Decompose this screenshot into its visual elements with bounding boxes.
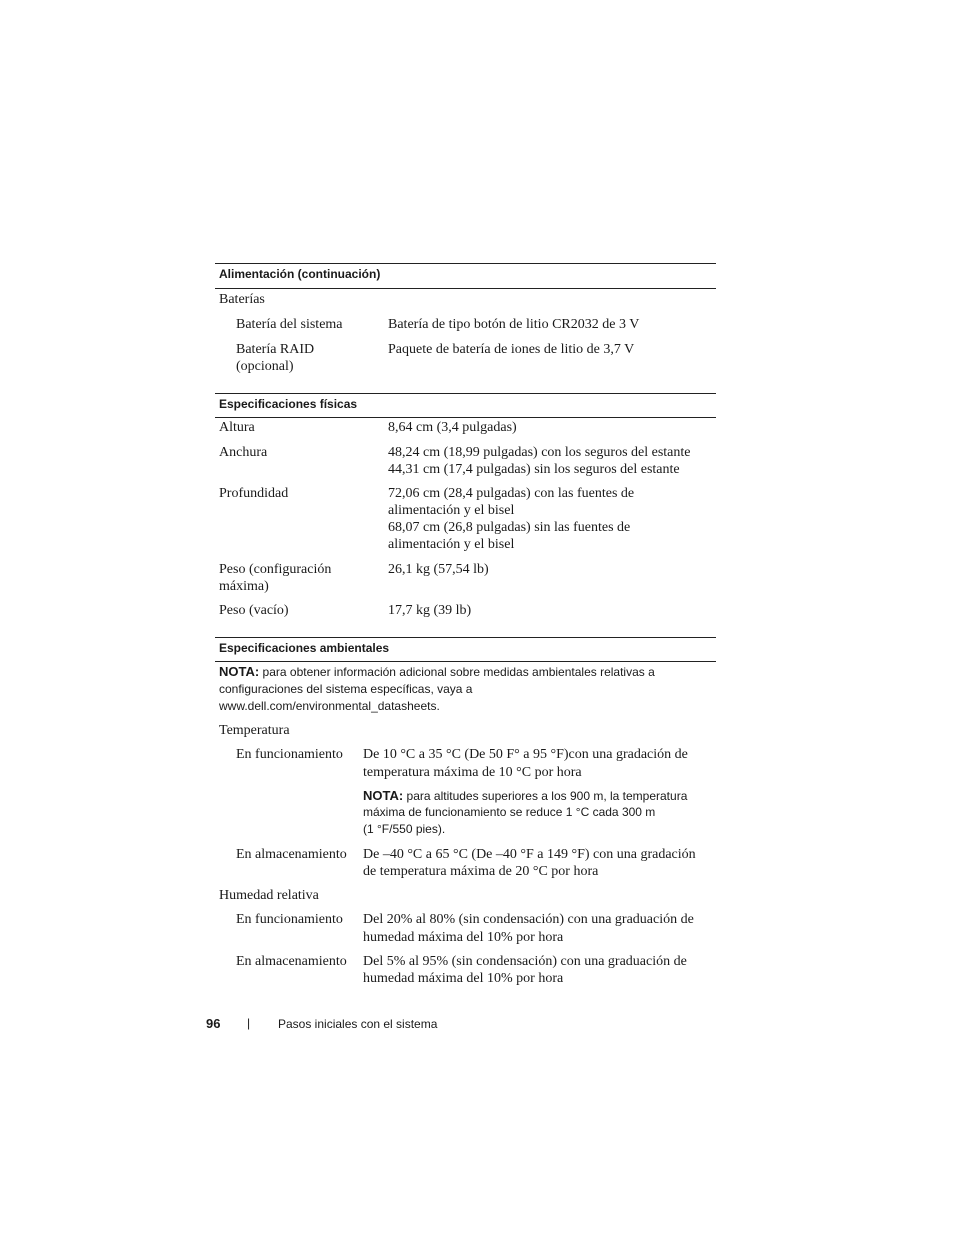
note-text-line2: configuraciones del sistema específicas, vaya a	[219, 682, 473, 696]
empty-weight-label: Peso (vacío)	[219, 603, 289, 618]
width-label: Anchura	[219, 445, 268, 460]
environmental-top-rule	[215, 637, 716, 638]
humidity-storage-value-line1: Del 5% al 95% (sin condensación) con una graduación de	[363, 954, 687, 969]
temp-storage-label: En almacenamiento	[236, 847, 347, 862]
humidity-label: Humedad relativa	[219, 888, 319, 903]
temp-operating-value-line2: temperatura máxima de 10 °C por hora	[363, 765, 582, 780]
environmental-heading-rule	[215, 661, 716, 662]
temperature-label: Temperatura	[219, 723, 290, 738]
temp-operating-label: En funcionamiento	[236, 747, 343, 762]
width-value-line2: 44,31 cm (17,4 pulgadas) sin los seguros del estante	[388, 462, 680, 477]
environmental-note-line3	[219, 698, 440, 715]
temp-note-line1	[363, 787, 687, 805]
system-battery-value: Batería de tipo botón de litio CR2032 de 3 V	[388, 317, 640, 332]
system-battery-label: Batería del sistema	[236, 317, 343, 332]
top-rule	[215, 263, 716, 264]
power-heading: Alimentación (continuación)	[219, 267, 381, 281]
depth-label: Profundidad	[219, 486, 289, 501]
note-text-line1: para obtener información adicional sobre medidas ambientales relativas a	[262, 665, 655, 679]
note-link[interactable]: www.dell.com/environmental_datasheets	[219, 699, 437, 713]
batteries-label: Baterías	[219, 292, 265, 307]
temp-storage-value-line1: De –40 °C a 65 °C (De –40 °F a 149 °F) con una gradación	[363, 847, 696, 862]
height-label: Altura	[219, 420, 255, 435]
physical-top-rule	[215, 393, 716, 394]
temp-note-text-line3: (1 °F/550 pies).	[363, 822, 446, 836]
empty-weight-value: 17,7 kg (39 lb)	[388, 603, 472, 618]
environmental-heading: Especificaciones ambientales	[219, 641, 390, 655]
max-weight-label-line1: Peso (configuración	[219, 562, 332, 577]
width-value-line1: 48,24 cm (18,99 pulgadas) con los seguros del estante	[388, 445, 691, 460]
raid-battery-value: Paquete de batería de iones de litio de 3,7 V	[388, 342, 635, 357]
depth-value-line2: alimentación y el bisel	[388, 503, 515, 518]
temp-operating-value-line1: De 10 °C a 35 °C (De 50 F° a 95 °F)con una gradación de	[363, 747, 688, 762]
temp-note-text-line2: máxima de funcionamiento se reduce 1 °C cada 300 m	[363, 805, 656, 819]
footer-separator: |	[247, 1016, 251, 1030]
footer-title: Pasos iniciales con el sistema	[278, 1017, 438, 1031]
humidity-storage-label: En almacenamiento	[236, 954, 347, 969]
physical-heading-rule	[215, 417, 716, 418]
raid-battery-label-line1: Batería RAID	[236, 342, 315, 357]
humidity-storage-value-line2: humedad máxima del 10% por hora	[363, 971, 564, 986]
temp-storage-value-line2: de temperatura máxima de 20 °C por hora	[363, 864, 599, 879]
humidity-operating-value-line1: Del 20% al 80% (sin condensación) con una graduación de	[363, 912, 694, 927]
depth-value-line1: 72,06 cm (28,4 pulgadas) con las fuentes de	[388, 486, 635, 501]
page-number: 96	[206, 1016, 221, 1031]
depth-value-line4: alimentación y el bisel	[388, 537, 515, 552]
power-heading-rule	[215, 288, 716, 289]
temp-note-text-line1: para altitudes superiores a los 900 m, la temperatura	[406, 789, 688, 803]
note-period: .	[436, 699, 440, 713]
max-weight-label-line2: máxima)	[219, 579, 269, 594]
humidity-operating-value-line2: humedad máxima del 10% por hora	[363, 930, 564, 945]
max-weight-value: 26,1 kg (57,54 lb)	[388, 562, 489, 577]
environmental-note-line1	[219, 663, 655, 681]
note-label: NOTA:	[219, 664, 260, 679]
height-value: 8,64 cm (3,4 pulgadas)	[388, 420, 517, 435]
raid-battery-label-line2: (opcional)	[236, 359, 294, 374]
depth-value-line3: 68,07 cm (26,8 pulgadas) sin las fuentes de	[388, 520, 631, 535]
physical-heading: Especificaciones físicas	[219, 397, 358, 411]
temp-note-label: NOTA:	[363, 788, 404, 803]
humidity-operating-label: En funcionamiento	[236, 912, 343, 927]
